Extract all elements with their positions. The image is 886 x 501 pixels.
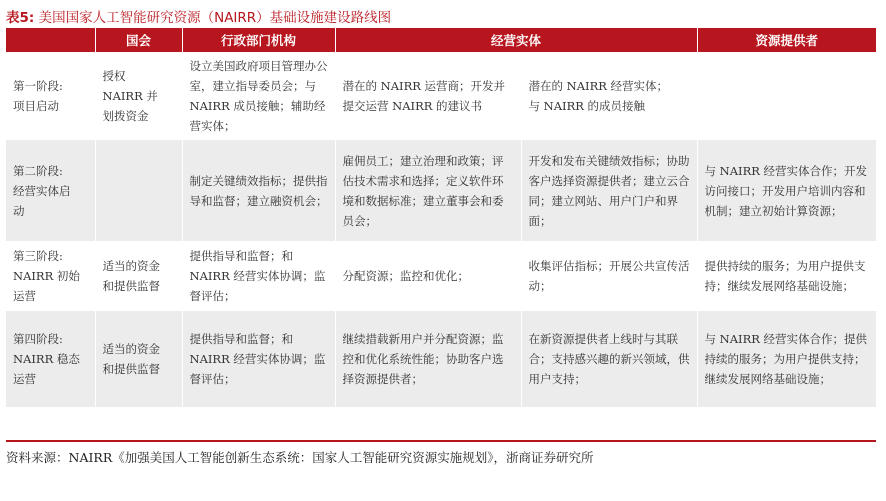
cell-operating-entity-a: 继续措载新用户并分配资源；监控和优化系统性能；协助客户选择资源提供者； <box>335 311 521 407</box>
cell-operating-entity-a: 分配资源；监控和优化； <box>335 241 521 311</box>
cell-operating-entity-b: 开发和发布关键绩效指标；协助客户选择资源提供者；建立云合同；建立网站、用户门户和界面； <box>521 140 697 241</box>
cell-stage: 第三阶段: NAIRR 初始 运营 <box>6 241 95 311</box>
cell-operating-entity-b: 在新资源提供者上线时与其联合；支持感兴趣的新兴领域，供用户支持； <box>521 311 697 407</box>
cell-resource-providers: 提供持续的服务；为用户提供支持；继续发展网络基础设施； <box>697 241 876 311</box>
header-congress: 国会 <box>95 28 182 52</box>
cell-agencies: 制定关键绩效指标；提供指导和监督；建立融资机会； <box>182 140 335 241</box>
cell-stage: 第二阶段: 经营实体启 动 <box>6 140 95 241</box>
cell-agencies: 设立美国政府项目管理办公室，建立指导委员会；与 NAIRR 成员接触；辅助经营实体； <box>182 52 335 140</box>
cell-operating-entity-a: 潜在的 NAIRR 运营商；开发并提交运营 NAIRR 的建议书 <box>335 52 521 140</box>
cell-agencies: 提供指导和监督；和 NAIRR 经营实体协调；监督评估； <box>182 311 335 407</box>
cell-congress: 适当的资金 和提供监督 <box>95 241 182 311</box>
source-note: 资料来源：NAIRR《加强美国人工智能创新生态系统：国家人工智能研究资源实施规划》，浙商证券研究所 <box>6 450 594 465</box>
cell-stage: 第四阶段: NAIRR 稳态 运营 <box>6 311 95 407</box>
table-number: 表5: <box>6 10 35 26</box>
header-resource-providers: 资源提供者 <box>697 28 876 52</box>
header-operating-entity: 经营实体 <box>335 28 697 52</box>
cell-congress: 适当的资金 和提供监督 <box>95 311 182 407</box>
table-row <box>6 241 876 311</box>
cell-operating-entity-b: 收集评估指标；开展公共宣传活动； <box>521 241 697 311</box>
table-row <box>6 140 876 241</box>
header-stage <box>6 28 95 52</box>
cell-resource-providers: 与 NAIRR 经营实体合作；开发访问接口；开发用户培训内容和机制；建立初始计算资源； <box>697 140 876 241</box>
table-row <box>6 52 876 140</box>
header-row <box>6 28 876 52</box>
cell-resource-providers <box>697 52 876 140</box>
table-title <box>6 6 391 26</box>
cell-congress: 授权 NAIRR 并 划拨资金 <box>95 52 182 140</box>
table-row <box>6 311 876 407</box>
bottom-rule <box>6 440 876 442</box>
header-agencies: 行政部门机构 <box>182 28 335 52</box>
table-title-text: 美国国家人工智能研究资源（NAIRR）基础设施建设路线图 <box>38 10 392 26</box>
cell-agencies: 提供指导和监督；和 NAIRR 经营实体协调；监督评估； <box>182 241 335 311</box>
cell-congress <box>95 140 182 241</box>
cell-resource-providers: 与 NAIRR 经营实体合作；提供持续的服务；为用户提供支持；继续发展网络基础设施； <box>697 311 876 407</box>
cell-operating-entity-b: 潜在的 NAIRR 经营实体； 与 NAIRR 的成员接触 <box>521 52 697 140</box>
cell-stage: 第一阶段: 项目启动 <box>6 52 95 140</box>
roadmap-table <box>6 28 876 407</box>
cell-operating-entity-a: 雇佣员工；建立治理和政策；评估技术需求和选择；定义软件环境和数据标准；建立董事会和委员会； <box>335 140 521 241</box>
